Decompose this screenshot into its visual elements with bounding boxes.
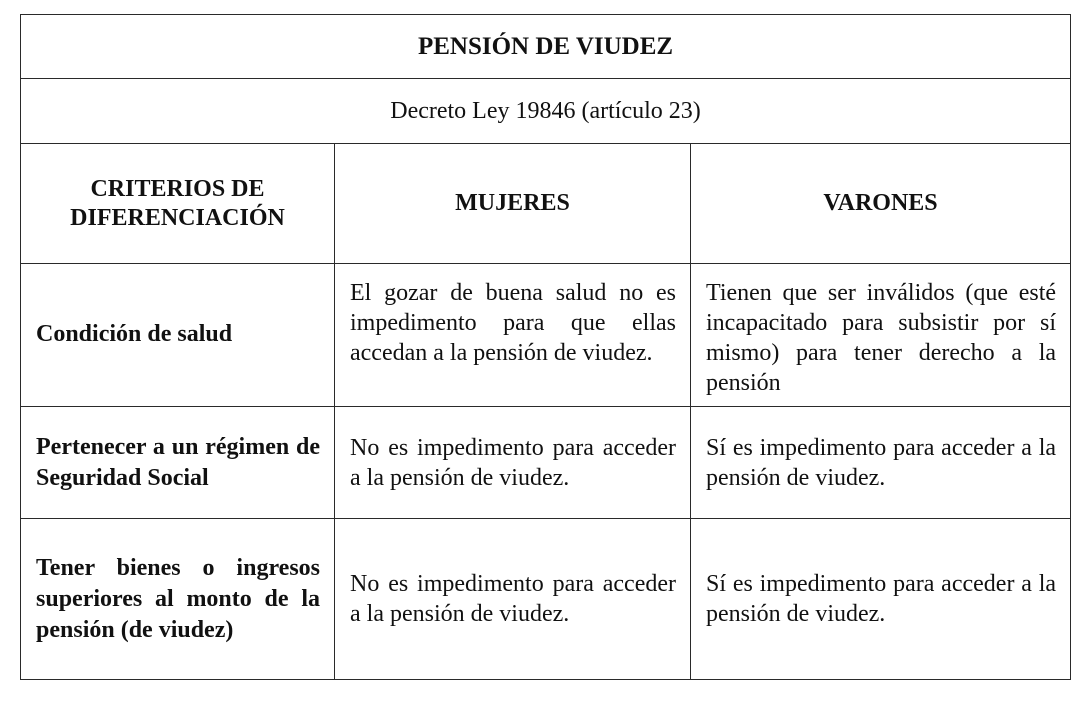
- mujeres-cell: No es impedimento para acceder a la pensión de viudez.: [335, 519, 691, 680]
- mujeres-cell: El gozar de buena salud no es impedimento para que ellas accedan a la pensión de viudez.: [335, 263, 691, 406]
- table-row: [21, 407, 1071, 519]
- varones-cell: Sí es impedimento para acceder a la pensión de viudez.: [691, 407, 1071, 519]
- table-title: PENSIÓN DE VIUDEZ: [21, 15, 1071, 79]
- table-row: [21, 263, 1071, 406]
- criterion-cell: Condición de salud: [21, 263, 335, 406]
- header-criterios: CRITERIOS DE DIFERENCIACIÓN: [21, 144, 335, 263]
- varones-cell: Sí es impedimento para acceder a la pensión de viudez.: [691, 519, 1071, 680]
- table-subtitle-row: [21, 79, 1071, 144]
- table-header-row: [21, 144, 1071, 263]
- mujeres-cell: No es impedimento para acceder a la pensión de viudez.: [335, 407, 691, 519]
- table-title-row: [21, 15, 1071, 79]
- table-subtitle: Decreto Ley 19846 (artículo 23): [21, 79, 1071, 144]
- table-row: [21, 519, 1071, 680]
- header-mujeres: MUJERES: [335, 144, 691, 263]
- pension-table: [20, 14, 1071, 680]
- header-varones: VARONES: [691, 144, 1071, 263]
- criterion-cell: Tener bienes o ingresos superiores al monto de la pensión (de viudez): [21, 519, 335, 680]
- criterion-cell: Pertenecer a un régimen de Seguridad Social: [21, 407, 335, 519]
- varones-cell: Tienen que ser inválidos (que esté incapacitado para subsistir por sí mismo) para tener derecho a la pensión: [691, 263, 1071, 406]
